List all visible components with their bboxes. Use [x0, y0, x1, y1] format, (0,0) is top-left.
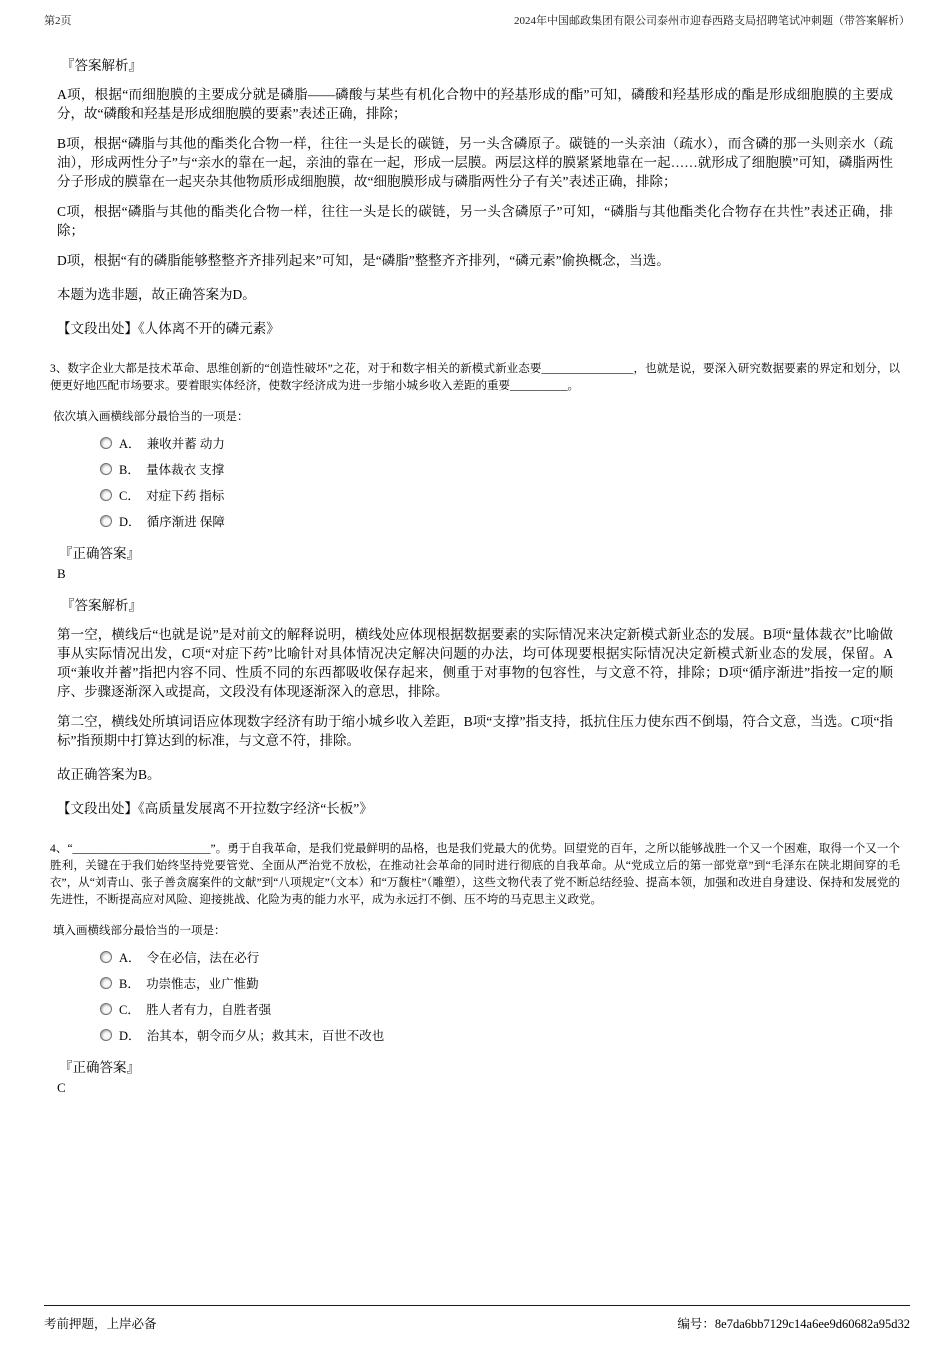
q2-analysis-paragraph-c: C项，根据“磷脂与其他的酯类化合物一样，往往一头是长的碳链，另一头含磷原子”可知，“磷脂与其他酯类化合物存在共性”表述正确，排除； — [57, 204, 893, 238]
q3-option-c — [100, 486, 893, 504]
page-content — [50, 42, 900, 1106]
q2-source: 【文段出处】《人体离不开的磷元素》 — [57, 321, 280, 336]
q3-option-d — [100, 512, 893, 530]
q2-analysis-label: 『答案解析』 — [61, 58, 142, 73]
q3-stem: 3、数字企业大都是技术革命、思维创新的“创造性破坏”之花，对于和数字相关的新模式新业态要________________，也就是说，要深入研究数据要素的界定和划分，以便更好地匹配市场要求。要着眼实体经济，使数字经济成为进一步缩小城乡收入差距的重要__________。 — [50, 363, 900, 392]
q2-conclusion: 本题为选非题，故正确答案为D。 — [57, 287, 256, 302]
q4-correct-label: 『正确答案』 — [59, 1060, 140, 1075]
q4-option-b — [100, 974, 893, 992]
q4-instruction: 填入画横线部分最恰当的一项是： — [53, 925, 226, 937]
q4-correct-answer: C — [57, 1080, 66, 1095]
option-label: A． 令在必信，法在必行 — [119, 951, 260, 965]
q3-option-a — [100, 434, 893, 452]
q3-instruction: 依次填入画横线部分最恰当的一项是： — [53, 411, 249, 423]
q4-stem: 4、“________________________”。勇于自我革命，是我们党最鲜明的品格，也是我们党最大的优势。回望党的百年，之所以能够战胜一个又一个困难，取得一个又一个胜利，关键在于我们始终坚持党要管党、全面从严治党不放松，在推动社会革命的同时进行彻底的自我革命。从“党成立后的第一部党章”到“毛泽东在陕北期间穿的毛衣”，从“刘青山、张子善贪腐案件的文献”到“八项规定”（文本）和“万馥柱”（雕塑），这些文物代表了党不断总结经验、提高本领，加强和改进自身建设、保持和发展党的先进性，不断提高应对风险、迎接挑战、化险为夷的能力水平，成为永远打不倒、压不垮的马克思主义政党。 — [50, 843, 900, 906]
option-label: C． 对症下药 指标 — [119, 489, 225, 503]
doc-title: 2024年中国邮政集团有限公司泰州市迎春西路支局招聘笔试冲刺题（带答案解析） — [514, 15, 910, 27]
q3-analysis-paragraph-2: 第二空，横线处所填词语应体现数字经济有助于缩小城乡收入差距，B项“支撑”指支持，抵抗住压力使东西不倒塌，符合文意，当选。C项“指标”指预期中打算达到的标准，与文意不符，排除。 — [57, 714, 893, 748]
page-header — [44, 12, 910, 28]
footer-slogan: 考前押题，上岸必备 — [44, 1317, 157, 1331]
radio-icon[interactable] — [100, 951, 112, 963]
radio-icon[interactable] — [100, 515, 112, 527]
radio-icon[interactable] — [100, 489, 112, 501]
option-label: D． 治其本，朝令而夕从；救其末，百世不改也 — [119, 1029, 385, 1043]
q3-conclusion: 故正确答案为B。 — [57, 767, 161, 782]
page-footer — [44, 1305, 910, 1332]
q3-analysis-label: 『答案解析』 — [61, 598, 142, 613]
q3-options — [57, 434, 893, 530]
q4-option-d — [100, 1026, 893, 1044]
radio-icon[interactable] — [100, 437, 112, 449]
option-label: B． 量体裁衣 支撑 — [119, 463, 225, 477]
q4-option-a — [100, 948, 893, 966]
q3-analysis-paragraph-1: 第一空，横线后“也就是说”是对前文的解释说明，横线处应体现根据数据要素的实际情况来决定新模式新业态的发展。B项“量体裁衣”比喻做事从实际情况出发，C项“对症下药”比喻针对具体情况决定解决问题的办法，均可体现要根据实际情况决定新模式新业态的发展，保留。A项“兼收并蓄”指把内容不同、性质不同的东西都吸收保存起来，侧重于对事物的包容性，与文意不符，排除；D项“循序渐进”指按一定的顺序、步骤逐渐深入或提高，文段没有体现逐渐深入的意思，排除。 — [57, 627, 893, 699]
footer-serial-number: 编号：8e7da6bb7129c14a6ee9d60682a95d32 — [677, 1317, 910, 1331]
page-number: 第2页 — [44, 15, 72, 27]
option-label: B． 功崇惟志，业广惟勤 — [119, 977, 259, 991]
radio-icon[interactable] — [100, 463, 112, 475]
q3-correct-answer: B — [57, 566, 66, 581]
radio-icon[interactable] — [100, 977, 112, 989]
option-label: A． 兼收并蓄 动力 — [119, 437, 225, 451]
q3-option-b — [100, 460, 893, 478]
q3-source: 【文段出处】《高质量发展离不开拉数字经济“长板”》 — [57, 801, 373, 816]
q2-analysis-paragraph-b: B项，根据“磷脂与其他的酯类化合物一样，往往一头是长的碳链，另一头含磷原子。碳链的一头亲油（疏水），而含磷的那一头则亲水（疏油），形成两性分子”与“亲水的靠在一起，亲油的靠在一起，形成一层膜。两层这样的膜紧紧地靠在一起……就形成了细胞膜”可知，磷脂两性分子形成的膜靠在一起夹杂其他物质形成细胞膜，故“细胞膜形成与磷脂两性分子有关”表述正确，排除； — [57, 136, 893, 189]
radio-icon[interactable] — [100, 1029, 112, 1041]
radio-icon[interactable] — [100, 1003, 112, 1015]
option-label: C． 胜人者有力，自胜者强 — [119, 1003, 272, 1017]
q4-options — [57, 948, 893, 1044]
option-label: D． 循序渐进 保障 — [119, 515, 225, 529]
q2-analysis-paragraph-d: D项，根据“有的磷脂能够整整齐齐排列起来”可知，是“磷脂”整整齐齐排列，“磷元素”偷换概念，当选。 — [57, 253, 670, 268]
q2-analysis-paragraph-a: A项，根据“而细胞膜的主要成分就是磷脂——磷酸与某些有机化合物中的羟基形成的酯”可知，磷酸和羟基形成的酯是形成细胞膜的主要成分，故“磷酸和羟基是形成细胞膜的要素”表述正确，排除； — [57, 87, 893, 121]
q4-option-c — [100, 1000, 893, 1018]
q3-correct-label: 『正确答案』 — [59, 546, 140, 561]
